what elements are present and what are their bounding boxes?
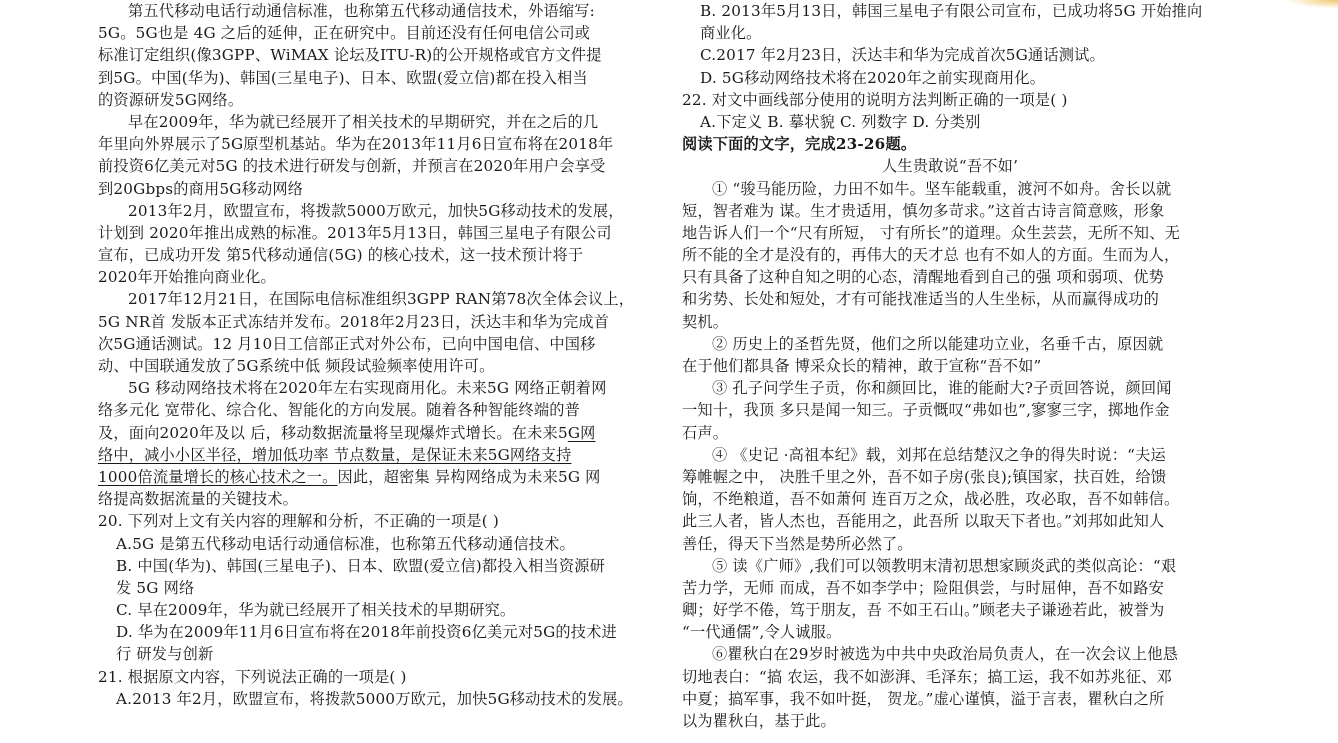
right-text-line: 一知十，我顶 多只是闻一知三。子贡慨叹“弗如也”,寥寥三字，掷地作金	[682, 401, 1170, 420]
left-text-line: 年里向外界展示了5G原型机基站。华为在2013年11月6日宣布将在2018年	[98, 135, 614, 154]
right-text-line: 人生贵敢说“吾不如’	[882, 157, 1019, 176]
underlined-text: 络中，减小小区半径，增加低功率 节点数量，是保证未来5G网络支持	[98, 445, 572, 464]
right-text-line: A.下定义 B. 摹状貌 C. 列数字 D. 分类别	[700, 112, 981, 131]
left-text-line: 标准订定组织(像3GPP、WiMAX 论坛及ITU-R)的公开规格或官方文件提	[98, 46, 602, 65]
right-text-line: 善任，得天下当然是势所必然了。	[682, 534, 913, 553]
left-text-line	[98, 422, 654, 444]
corner-highlight	[1278, 0, 1338, 10]
right-text-line: 地告诉人们一个“尺有所短， 寸有所长”的道理。众生芸芸，无所不知、无	[682, 223, 1180, 242]
right-text-line: 此三人者，皆人杰也，吾能用之，此吾所 以取天下者也。”刘邦如此知人	[682, 512, 1165, 531]
right-text-line: 卿；好学不倦，笃于朋友，吾 不如王石山。”顾老夫子谦逊若此，被誉为	[682, 601, 1165, 620]
left-text-line: 宣布，已成功开发 第5代移动通信(5G) 的核心技术，这一技术预计将于	[98, 246, 584, 265]
right-text-line: 和劣势、长处和短处，才有可能找准适当的人生坐标，从而赢得成功的	[682, 290, 1160, 309]
left-text-line: 2017年12月21日，在国际电信标准组织3GPP RAN第78次全体会议上，	[128, 290, 635, 309]
right-text-line: C.2017 年2月23日，沃达丰和华为完成首次5G通话测试。	[700, 46, 1105, 65]
right-text-line: 筹帷幄之中， 决胜千里之外，吾不如子房(张良);镇国家，扶百姓，给馈	[682, 467, 1167, 486]
right-column	[682, 0, 1238, 732]
right-text-line: 以为瞿秋白，基于此。	[682, 712, 836, 730]
left-text-line: 络多元化 宽带化、综合化、智能化的方向发展。随着各种智能终端的普	[98, 401, 581, 420]
left-text-line: B. 中国(华为)、韩国(三星电子)、日本、欧盟(爱立信)都投入相当资源研	[116, 556, 606, 575]
left-text-line: A.2013 年2月，欧盟宣布，将拨款5000万欧元，加快5G移动技术的发展。	[116, 689, 633, 708]
left-text-line: 5G NR首 发版本正式冻结并发布。2018年2月23日，沃达丰和华为完成首	[98, 312, 610, 331]
right-text-line: ③ 孔子问学生子贡，你和颜回比，谁的能耐大?子贡回答说，颜回闻	[712, 379, 1172, 398]
left-text-line: 2013年2月，欧盟宣布，将拨款5000万欧元，加快5G移动技术的发展，	[128, 201, 624, 220]
right-text-line: 切地表白：“搞 农运，我不如澎湃、毛泽东；搞工运，我不如苏兆征、邓	[682, 667, 1173, 686]
left-text-line: 5G。5G也是 4G 之后的延伸，正在研究中。目前还没有任何电信公司或	[98, 24, 591, 43]
right-text-line: 阅读下面的文字，完成23-26题。	[682, 135, 917, 154]
right-text-line: “一代通儒”,令人诚服。	[682, 623, 842, 642]
right-text-line: 契机。	[682, 312, 729, 331]
left-text-line: 早在2009年，华为就已经展开了相关技术的早期研究，并在之后的几	[128, 112, 599, 131]
left-text-line: 发 5G 网络	[116, 578, 195, 597]
left-text-line: 动、中国联通发放了5G系统中低 频段试验频率使用许可。	[98, 357, 495, 375]
right-text-line: 22. 对文中画线部分使用的说明方法判断正确的一项是( )	[682, 90, 1068, 109]
right-text-line: ⑥瞿秋白在29岁时被选为中共中央政治局负责人，在一次会议上他恳	[712, 645, 1178, 664]
left-text-line: 到20Gbps的商用5G移动网络	[98, 179, 304, 198]
right-text-line: 饷，不绝粮道，吾不如萧何 连百万之众，战必胜，攻必取，吾不如韩信。	[682, 490, 1180, 509]
right-text-line: ⑤ 读《广师》,我们可以领教明末清初思想家顾炎武的类似高论：“艰	[712, 556, 1177, 575]
plain-text: 及，面向2020年及以 后，移动数据流量将呈现爆炸式增长。在未来5	[98, 423, 568, 442]
left-text-line: 2020年开始推向商业化。	[98, 268, 276, 287]
right-text-line: 苦力学，无师 而成，吾不如李学中；险阻俱尝，与时屈伸，吾不如路安	[682, 578, 1165, 597]
left-text-line: 21. 根据原文内容，下列说法正确的一项是( )	[98, 667, 407, 686]
left-text-line: 的资源研发5G网络。	[98, 90, 244, 109]
right-text-line: B. 2013年5月13日，韩国三星电子有限公司宣布，已成功将5G 开始推向	[700, 2, 1203, 20]
left-text-line: D. 华为在2009年11月6日宣布将在2018年前投资6亿美元对5G的技术进	[116, 623, 617, 642]
left-text-line: A.5G 是第五代移动电话行动通信标准，也称第五代移动通信技术。	[116, 534, 575, 553]
left-text-line: 计划到 2020年推出成熟的标准。2013年5月13日，韩国三星电子有限公司	[98, 223, 612, 242]
left-text-line: 20. 下列对上文有关内容的理解和分析，不正确的一项是( )	[98, 512, 499, 531]
right-text-line: 商业化。	[700, 24, 762, 43]
left-text-line: 络提高数据流量的关键技术。	[98, 490, 299, 509]
right-text-line: 短，智者难为 谋。生才贵适用，慎勿多苛求。”这首古诗言简意赅，形象	[682, 201, 1165, 220]
left-text-line: 第五代移动电话行动通信标准，也称第五代移动通信技术，外语缩写:	[128, 2, 595, 20]
right-text-line: ① “骏马能历险，力田不如牛。坚车能载重，渡河不如舟。舍长以就	[712, 179, 1172, 198]
right-text-line: D. 5G移动网络技术将在2020年之前实现商用化。	[700, 68, 1046, 87]
left-text-line: C. 早在2009年，华为就已经展开了相关技术的早期研究。	[116, 601, 516, 620]
left-text-line: 前投资6亿美元对5G 的技术进行研发与创新，并预言在2020年用户会享受	[98, 157, 606, 176]
left-text-line: 行 研发与创新	[116, 645, 214, 664]
right-text-line: 石声。	[682, 423, 729, 442]
underlined-text: 1000倍流量增长的核心技术之一。	[98, 467, 338, 486]
plain-text: 因此，超密集 异构网络成为未来5G 网	[337, 467, 601, 486]
left-text-line: 到5G。中国(华为)、韩国(三星电子)、日本、欧盟(爱立信)都在投入相当	[98, 68, 588, 87]
left-text-line	[98, 444, 654, 466]
left-column	[98, 0, 654, 710]
left-text-line: 次5G通话测试。12 月10日工信部正式对外公布，已向中国电信、中国移	[98, 334, 596, 353]
right-text-line: 所不能的全才是没有的，再伟大的天才总 也有不如人的方面。生而为人，	[682, 246, 1180, 265]
right-text-line: ④ 《史记 ·高祖本纪》载，刘邦在总结楚汉之争的得失时说：“夫运	[712, 445, 1166, 464]
underlined-text: G网	[567, 423, 596, 442]
left-text-line: 5G 移动网络技术将在2020年左右实现商用化。未来5G 网络正朝着网	[128, 379, 607, 398]
right-text-line: ② 历史上的圣哲先贤，他们之所以能建功立业，名垂千古，原因就	[712, 334, 1164, 353]
right-text-line: 在于他们都具备 博采众长的精神，敢于宣称“吾不如”	[682, 357, 1042, 375]
right-text-line: 只有具备了这种自知之明的心态，清醒地看到自己的强 项和弱项、优势	[682, 268, 1165, 287]
left-text-line	[98, 466, 654, 488]
right-text-line: 中夏；搞军事，我不如叶挺， 贺龙。”虚心谨慎，溢于言表，瞿秋白之所	[682, 689, 1165, 708]
